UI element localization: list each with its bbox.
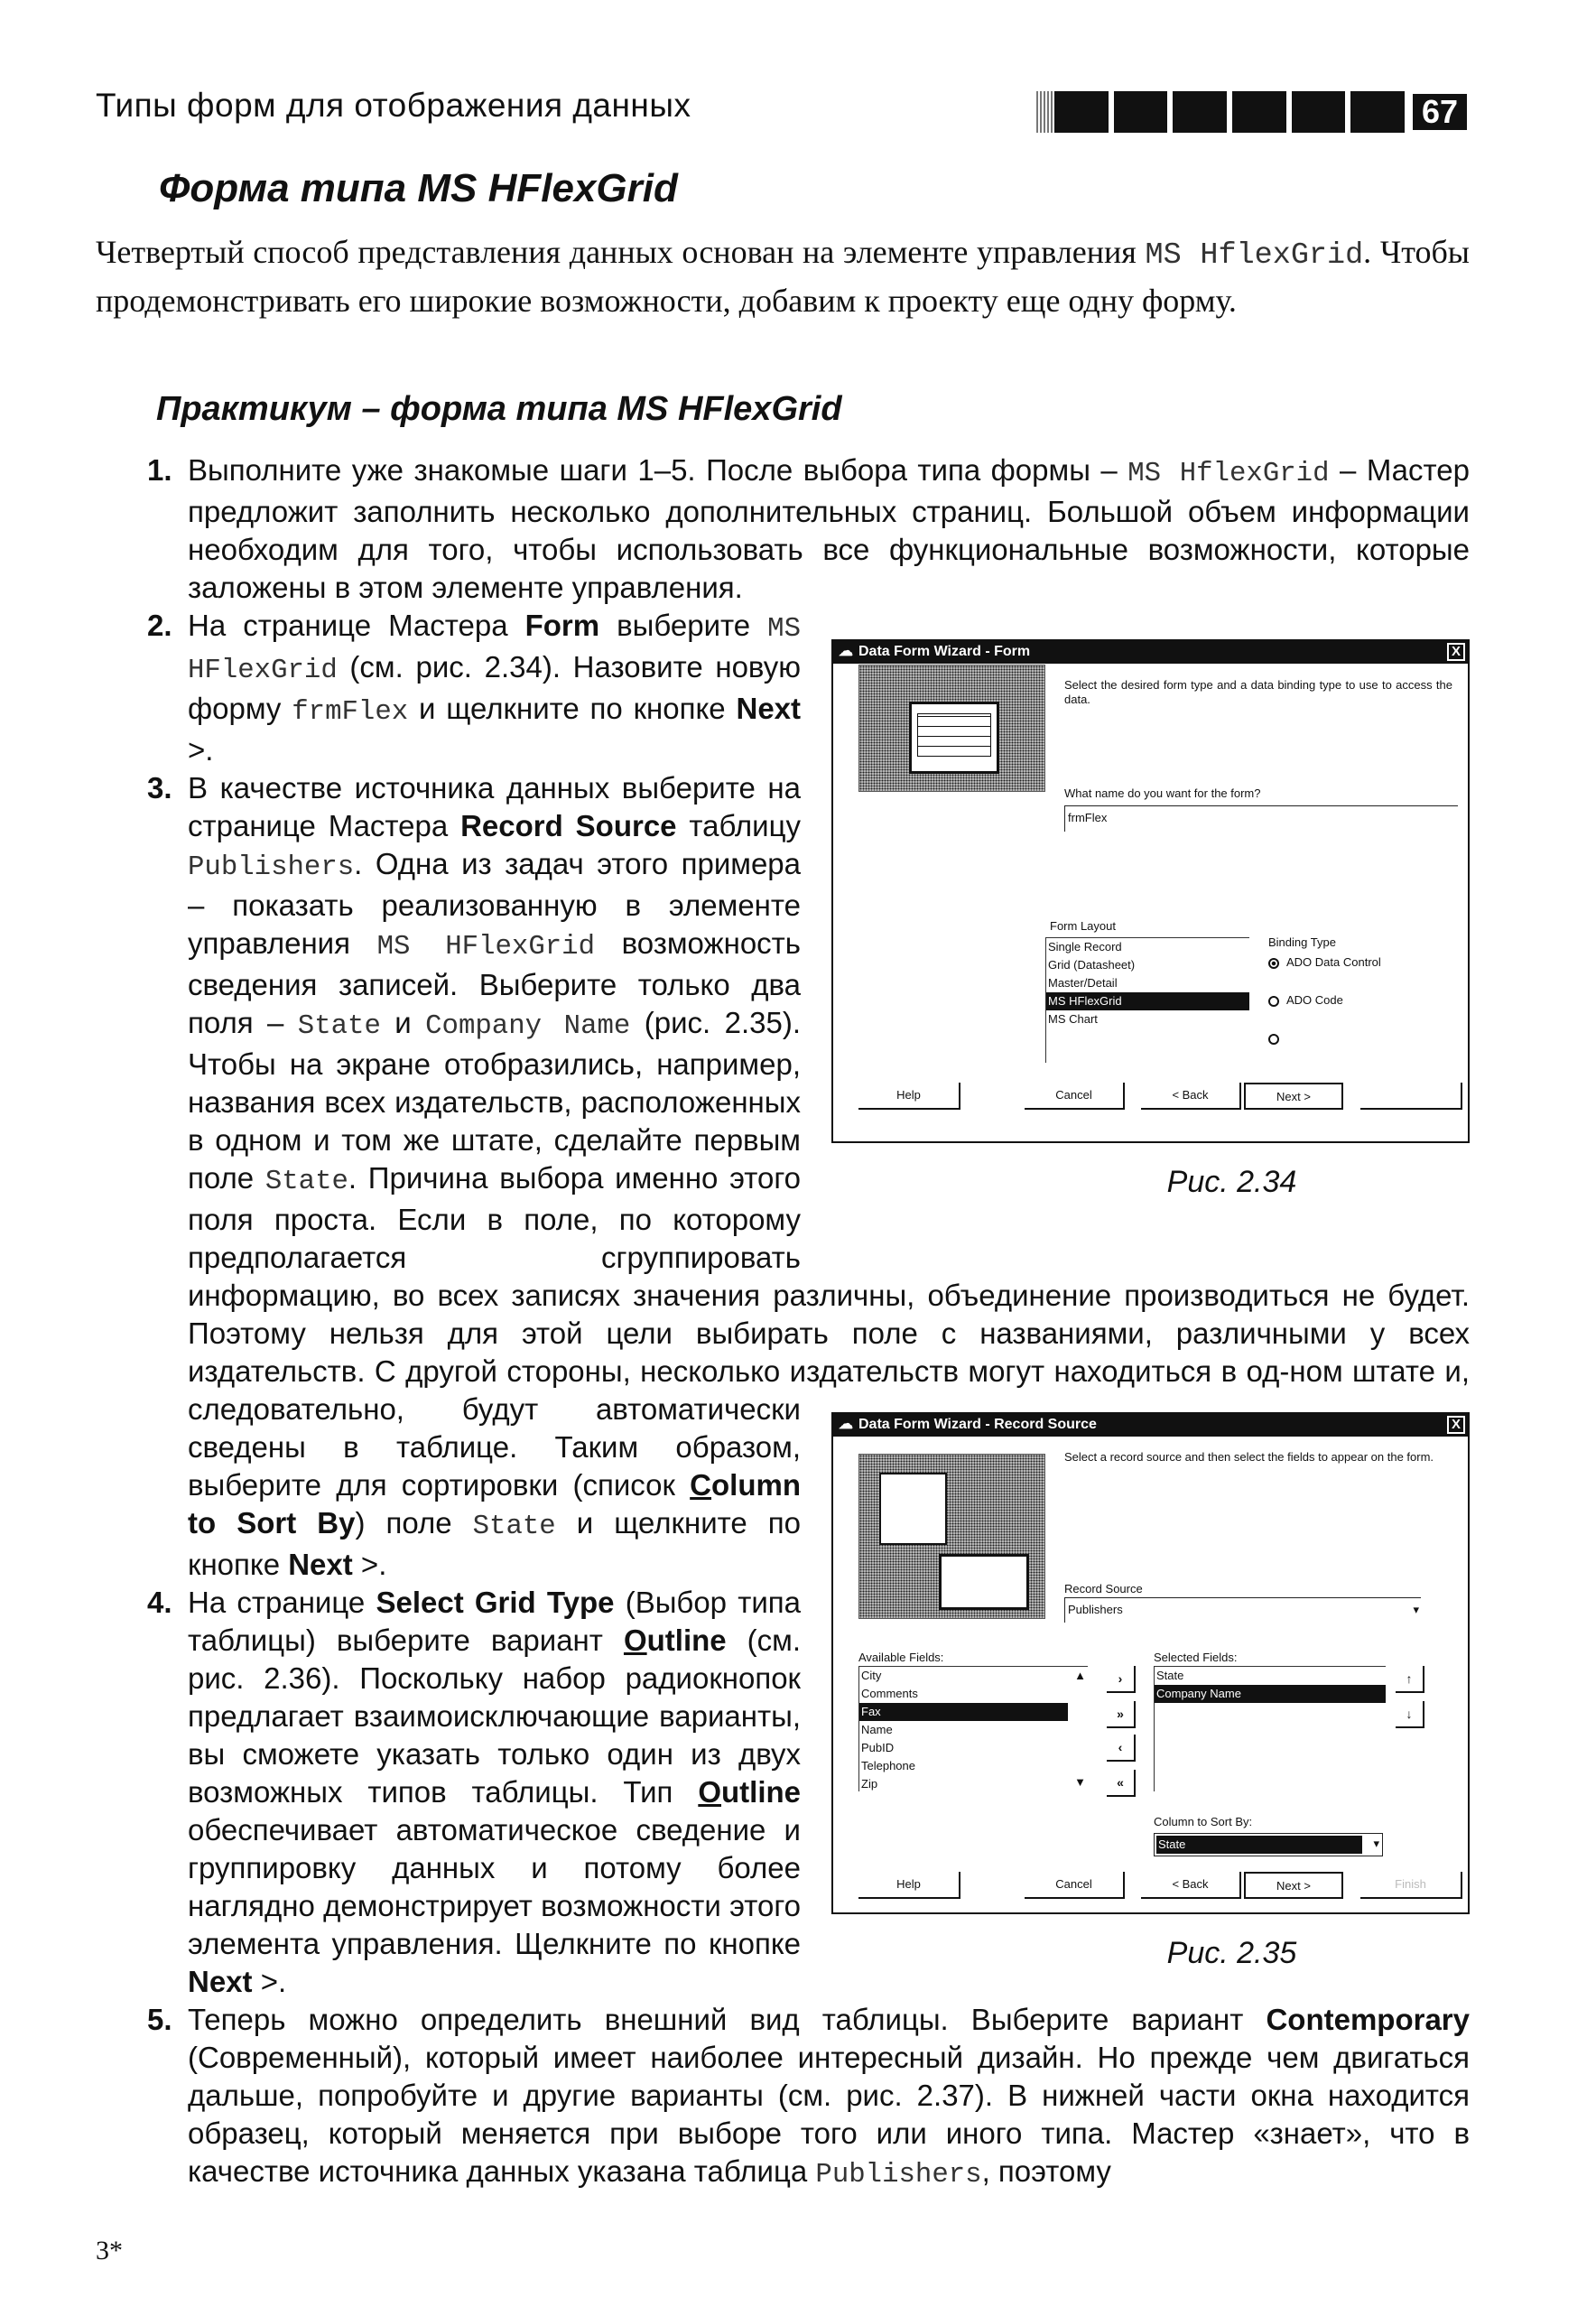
section-title: Форма типа MS HFlexGrid <box>159 166 678 210</box>
layout-option[interactable]: Single Record <box>1048 940 1122 953</box>
code-text: MS HflexGrid <box>1127 458 1330 489</box>
record-source-value: Publishers <box>1068 1603 1123 1616</box>
text-run: ном штате и, следовательно, будут автоматически сведены в таблице. Таким образом, выберите для сортировки (список <box>188 1354 1470 1502</box>
bold-text: utline <box>646 1623 727 1657</box>
step-text <box>188 2003 1470 2191</box>
wizard-icon: ☁ <box>839 643 853 659</box>
bold-text: O <box>698 1775 721 1809</box>
radio-label: ADO Code <box>1286 993 1343 1007</box>
radio-label: ADO Data Control <box>1286 955 1381 969</box>
cancel-button[interactable]: Cancel <box>1025 1083 1125 1110</box>
text-run: выберите <box>599 609 768 642</box>
text-run: и <box>380 1006 426 1039</box>
steps-list <box>147 451 1470 2194</box>
running-title: Типы форм для отображения данных <box>96 87 691 124</box>
layout-option[interactable]: MS Chart <box>1048 1012 1098 1026</box>
back-button[interactable]: < Back <box>1141 1083 1241 1110</box>
practicum-title: Практикум – форма типа MS HFlexGrid <box>156 390 842 428</box>
move-down-button[interactable]: ↓ <box>1396 1701 1424 1728</box>
bold-text: O <box>623 1623 647 1657</box>
code-text: State <box>264 1166 348 1197</box>
text-run: Четвертый способ представления данных основан на элементе управления <box>96 234 1146 270</box>
remove-field-button[interactable]: ‹ <box>1107 1735 1136 1762</box>
text-run: возможность сведения записей. Выберите только два поля – <box>188 926 801 1039</box>
step-number: 5. <box>147 2003 172 2036</box>
description: Select a record source and then select the fields to appear on the form. <box>1064 1450 1434 1464</box>
bold-text: Contemporary <box>1266 2003 1470 2036</box>
text-run: и щелкните по кнопке <box>188 1506 802 1581</box>
layout-option[interactable]: Master/Detail <box>1048 976 1118 990</box>
text-run: . Причина выбора именно этого поля проста. Если в поле, по которому предполагается сгруппировать информацию, во всех записях значения различны, объединение производиться не будет. Поэтому нельзя для этой цели выбирать поле с названиями, различными у всех издательств. С другой стороны, несколько издательств могут находиться в од- <box>188 1161 1470 1388</box>
description: Select the desired form type and a data binding type to use to access the data. <box>1064 678 1452 706</box>
help-button[interactable]: Help <box>858 1872 960 1899</box>
code-text: State <box>472 1511 556 1542</box>
code-text: MS HflexGrid <box>1145 238 1364 273</box>
field-option[interactable]: Telephone <box>861 1759 915 1772</box>
text-run: таблицу <box>676 809 801 842</box>
text-run: , поэтому <box>981 2154 1111 2188</box>
wizard-icon: ☁ <box>839 1416 853 1432</box>
code-text: MS HFlexGrid <box>376 931 595 963</box>
add-all-fields-button[interactable]: » <box>1107 1701 1136 1728</box>
step-5 <box>147 2001 1470 2194</box>
figure-caption: Рис. 2.35 <box>1166 1936 1297 1970</box>
add-field-button[interactable]: › <box>1107 1666 1136 1693</box>
scroll-up-icon[interactable]: ▲ <box>1074 1669 1086 1682</box>
field-option[interactable]: Name <box>861 1723 893 1736</box>
bold-text: Next <box>188 1965 253 1998</box>
records-picture-icon <box>879 1473 947 1545</box>
dropdown-arrow-icon[interactable]: ▾ <box>1413 1603 1419 1616</box>
dialog-title: Data Form Wizard - Record Source <box>858 1416 1097 1432</box>
step-text <box>188 609 801 767</box>
next-button[interactable]: Next > <box>1244 1872 1343 1899</box>
text-run: На странице Мастера <box>188 609 525 642</box>
cancel-button[interactable]: Cancel <box>1025 1872 1125 1899</box>
available-fields-label: Available Fields: <box>858 1651 944 1664</box>
scroll-down-icon[interactable]: ▼ <box>1074 1775 1086 1789</box>
close-icon[interactable]: X <box>1447 1416 1465 1434</box>
step-number: 1. <box>147 453 172 487</box>
text-run: На странице <box>188 1586 376 1619</box>
dialog-title: Data Form Wizard - Form <box>858 643 1031 659</box>
bold-text: Next <box>288 1548 353 1581</box>
form-name-input[interactable]: frmFlex <box>1064 805 1458 832</box>
back-button[interactable]: < Back <box>1141 1872 1241 1899</box>
step-4 <box>147 1584 1470 2001</box>
text-run: обеспечивает автоматическое сведение и группировку данных и потому более наглядно демонстрирует возможности этого элемента управления. Щелкните по кнопке <box>188 1813 801 1960</box>
field-option[interactable]: PubID <box>861 1741 895 1754</box>
dropdown-arrow-icon[interactable]: ▾ <box>1373 1837 1379 1850</box>
text-run: >. <box>188 733 214 767</box>
bold-text: utline <box>721 1775 801 1809</box>
code-text: MS HFlexGrid <box>188 613 801 686</box>
field-option[interactable]: Comments <box>861 1687 918 1700</box>
form-layout-label: Form Layout <box>1050 919 1116 933</box>
code-text: Publishers <box>188 851 355 883</box>
text-run: – Мастер предложит заполнить несколько дополнительных страниц. Большой объем информации необходим для того, чтобы использовать все функциональные возможности, которые заложены в этом элементе управления. <box>188 453 1470 604</box>
sort-column-value: State <box>1156 1836 1362 1854</box>
step-text <box>188 453 1470 604</box>
text-run: Теперь можно определить внешний вид таблицы. Выберите вариант <box>188 2003 1267 2036</box>
help-button[interactable]: Help <box>858 1083 960 1110</box>
title-bar <box>833 1412 1468 1437</box>
step-text <box>188 1586 801 1998</box>
text-run: (рис. 2.35). Чтобы на экране отобразились, например, названия всех издательств, расположенных в одном и том же штате, сделайте первым поле <box>188 1006 801 1195</box>
grid-picture-icon <box>909 702 999 774</box>
bold-text: C <box>690 1468 712 1502</box>
text-run: ) поле <box>355 1506 473 1540</box>
close-icon[interactable]: X <box>1447 643 1465 661</box>
code-text: frmFlex <box>292 696 409 728</box>
lead-paragraph <box>96 229 1470 323</box>
code-text: State <box>297 1010 381 1042</box>
signature-mark: 3* <box>96 2236 123 2265</box>
text-run: Выполните уже знакомые шаги 1–5. После выбора типа формы – <box>188 453 1128 487</box>
text-run: (Выбор типа таблицы) выберите вариант <box>188 1586 801 1657</box>
layout-option-selected[interactable]: MS HFlexGrid <box>1046 992 1249 1010</box>
step-number: 2. <box>147 609 172 642</box>
field-option-selected[interactable]: Company Name <box>1155 1685 1386 1703</box>
finish-button-disabled: Finish <box>1360 1872 1462 1899</box>
text-run: . Чтобы продемонстривать его широкие возможности, добавим к проекту еще одну форму. <box>96 234 1470 319</box>
step-number: 4. <box>147 1586 172 1619</box>
field-option[interactable]: State <box>1156 1669 1184 1682</box>
bold-text: Form <box>524 609 600 642</box>
title-bar <box>833 639 1468 664</box>
remove-all-fields-button[interactable]: « <box>1107 1770 1136 1797</box>
selected-fields-label: Selected Fields: <box>1154 1651 1238 1664</box>
bold-text: olumn to Sort By <box>188 1468 801 1540</box>
field-option[interactable]: City <box>861 1669 882 1682</box>
code-text: Publishers <box>815 2159 982 2191</box>
field-option[interactable]: Zip <box>861 1777 878 1791</box>
text-run: В качестве источника данных выберите на странице Мастера <box>188 771 801 842</box>
page-number: 67 <box>1410 91 1470 133</box>
record-source-label: Record Source <box>1064 1582 1143 1595</box>
text-run: >. <box>252 1965 287 1998</box>
text-run: (см. рис. 2.34). Назовите новую форму <box>188 650 801 725</box>
bold-text: Next <box>736 692 802 725</box>
layout-option[interactable]: Grid (Datasheet) <box>1048 958 1136 972</box>
form-name-label: What name do you want for the form? <box>1064 786 1261 800</box>
text-run: . Одна из задач этого примера – показать реализованную в элементе управления <box>188 847 801 960</box>
figure-caption: Рис. 2.34 <box>1166 1165 1297 1199</box>
text-run: >. <box>352 1548 387 1581</box>
page-number-bar <box>1036 91 1470 133</box>
text-run: (Современный), который имеет наиболее интересный дизайн. Но прежде чем двигаться дальше, попробуйте и другие варианты (см. рис. 2.37). В нижней части окна находится образец, который меняется при выборе того или иного типа. Мастер «знает», что в качестве источника данных указана таблица <box>188 2041 1470 2188</box>
sort-column-label: Column to Sort By: <box>1154 1815 1253 1828</box>
step-number: 3. <box>147 771 172 805</box>
bold-text: Select Grid Type <box>376 1586 615 1619</box>
field-option-selected[interactable]: Fax <box>859 1703 1068 1721</box>
code-text: Company Name <box>425 1010 631 1042</box>
text-run: (см. рис. 2.36). Поскольку набор радиокнопок предлагает взаимоисключающие варианты, вы сможете указать только один из двух возможных типов таблицы. Тип <box>188 1623 802 1809</box>
bold-text: Record Source <box>460 809 677 842</box>
binding-type-label: Binding Type <box>1268 935 1336 949</box>
next-button[interactable]: Next > <box>1244 1083 1343 1110</box>
text-run: и щелкните по кнопке <box>408 692 737 725</box>
step-text <box>188 771 1470 1388</box>
move-up-button[interactable]: ↑ <box>1396 1666 1424 1693</box>
step-1 <box>147 451 1470 607</box>
